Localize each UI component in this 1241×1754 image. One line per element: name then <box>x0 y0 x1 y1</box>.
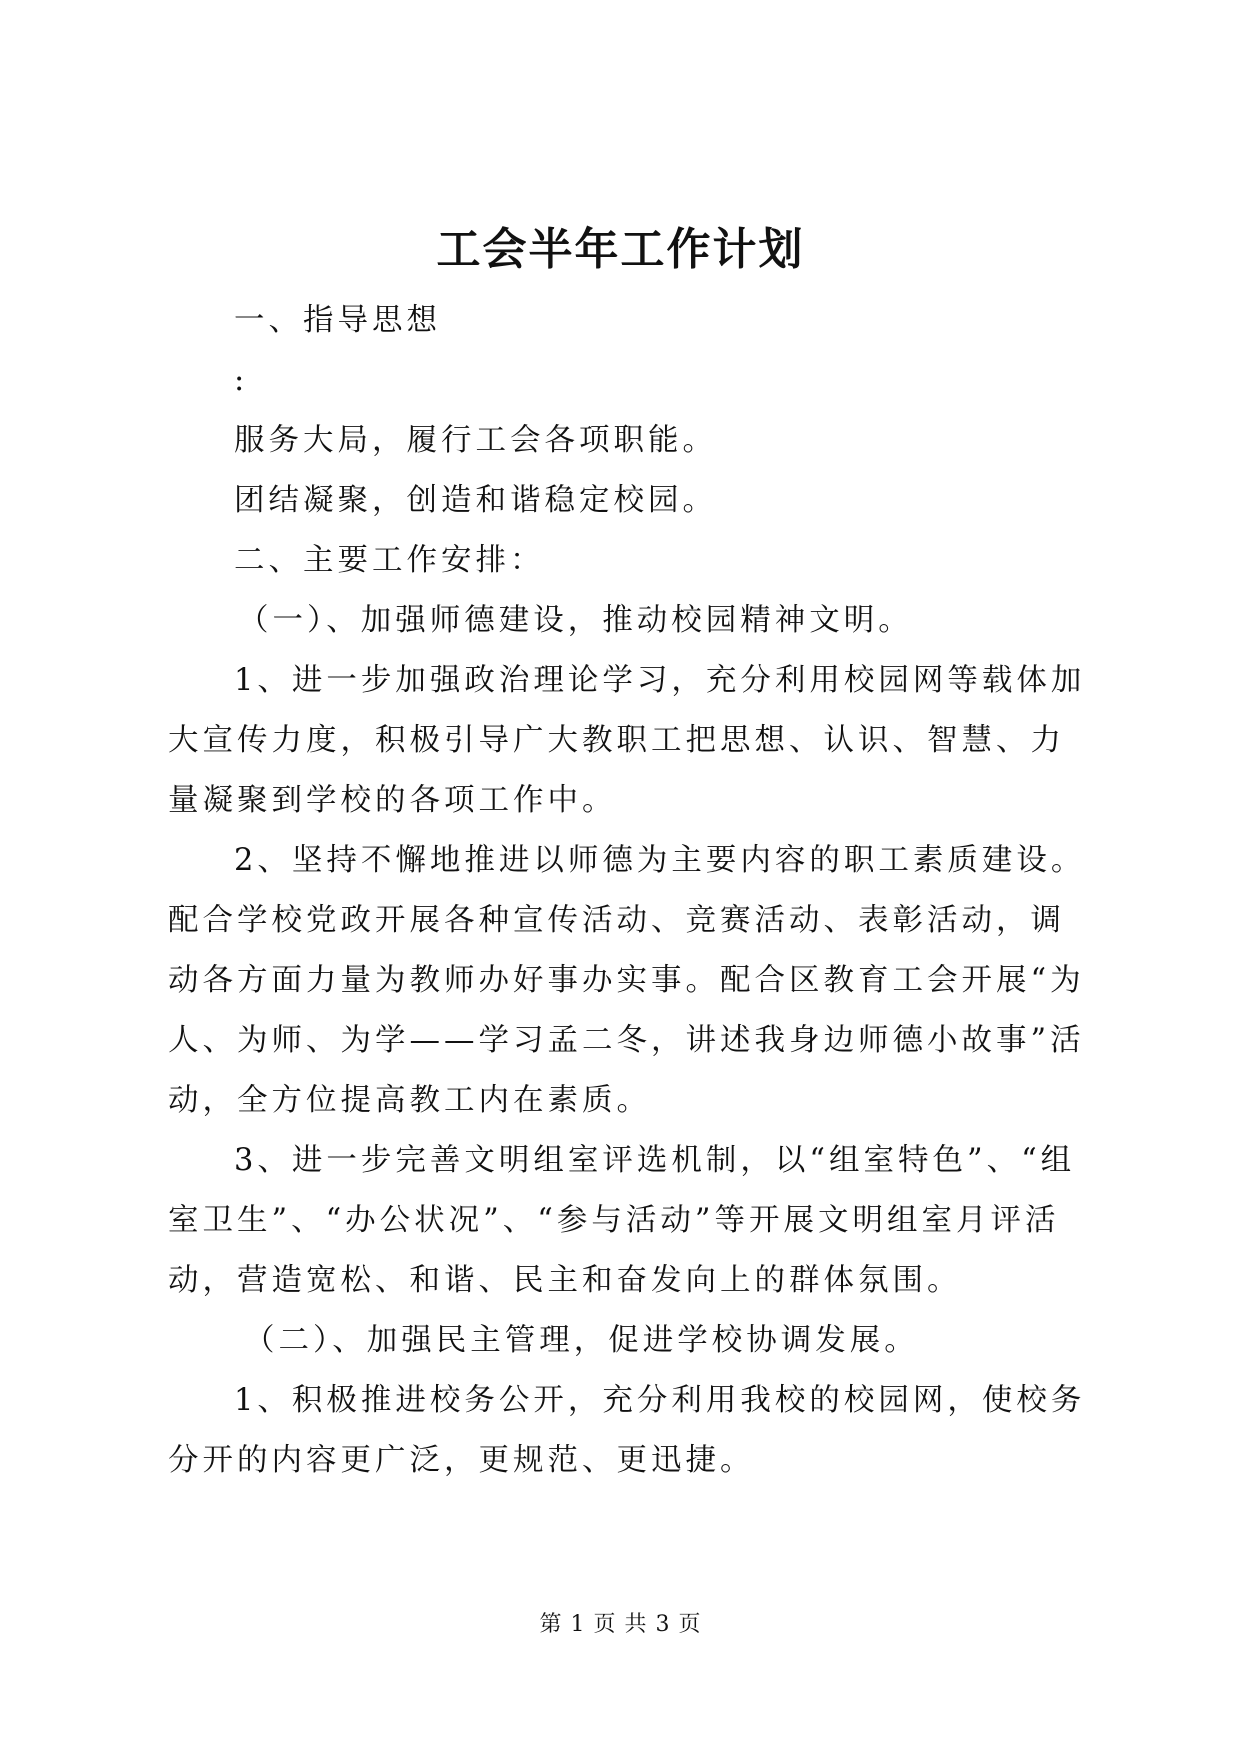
page-footer: 第 1 页 共 3 页 <box>539 1612 702 1637</box>
paragraph-item-1-democracy: 1、积极推进校务公开，充分利用我校的校园网，使校务分开的内容更广泛，更规范、更迅捷。 <box>168 1383 1086 1478</box>
subsection-heading-ethics: （一）、加强师德建设，推动校园精神文明。 <box>238 603 913 638</box>
paragraph-item-2: 2、坚持不懈地推进以师德为主要内容的职工素质建设。配合学校党政开展各种宣传活动、竞赛活动、表彰活动，调动各方面力量为教师办好事办实事。配合区教育工会开展“为人、为师、为学——学习孟二冬，讲述我身边师德小故事”活动，全方位提高教工内在素质。 <box>168 843 1086 1118</box>
section-heading-main-work: 二、主要工作安排： <box>234 543 545 578</box>
subsection-heading-democracy: （二）、加强民主管理，促进学校协调发展。 <box>244 1323 919 1358</box>
paragraph-item-1: 1、进一步加强政治理论学习，充分利用校园网等载体加大宣传力度，积极引导广大教职工把思想、认识、智慧、力量凝聚到学校的各项工作中。 <box>168 663 1086 818</box>
paragraph-item-3: 3、进一步完善文明组室评选机制，以“组室特色”、“组室卫生”、“办公状况”、“参与活动”等开展文明组室月评活动，营造宽松、和谐、民主和奋发向上的群体氛围。 <box>168 1143 1076 1298</box>
document-title: 工会半年工作计划 <box>436 224 805 275</box>
paragraph-colon: : <box>234 363 249 398</box>
document-body <box>168 291 1088 1491</box>
paragraph-unity: 团结凝聚，创造和谐稳定校园。 <box>234 483 717 518</box>
paragraph-serve-overall: 服务大局，履行工会各项职能。 <box>234 423 717 458</box>
section-heading-guiding-thought: 一、指导思想 <box>234 303 441 338</box>
